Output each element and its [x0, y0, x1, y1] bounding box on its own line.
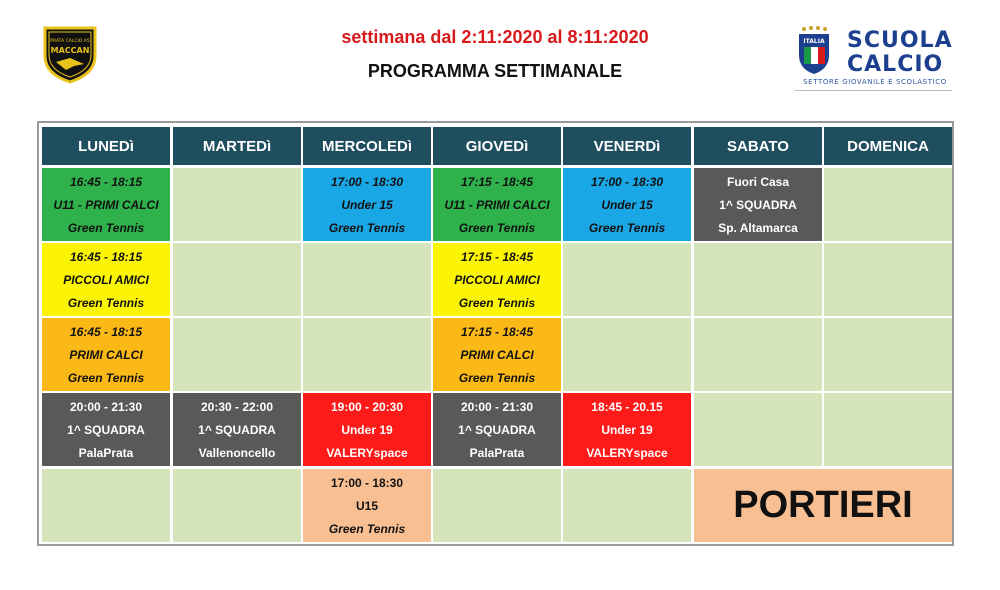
svg-text:PRATA CALCIO A5: PRATA CALCIO A5 [50, 39, 90, 44]
event-slot-lunedi [42, 168, 170, 241]
scuola-calcio-logo [795, 25, 955, 95]
day-header-lunedi: LUNEDì [42, 127, 170, 165]
figc-badge-icon [795, 25, 833, 75]
event-time: 19:00 - 20:30 [330, 399, 404, 414]
weekly-schedule [37, 121, 954, 546]
event-team: Under 19 [601, 422, 653, 437]
brand-scuola: SCUOLA [847, 28, 953, 53]
svg-text:ITALIA: ITALIA [803, 38, 825, 45]
event-slot-martedi [173, 393, 301, 466]
event-team: Under 15 [341, 197, 393, 212]
event-slot-giovedi [433, 318, 561, 391]
page-title: PROGRAMMA SETTIMANALE [367, 61, 623, 81]
empty-slot [173, 168, 301, 241]
event-time: 16:45 - 18:15 [69, 324, 143, 339]
week-range: settimana dal 2:11:2020 al 8:11:2020 [341, 27, 649, 47]
event-venue: Green Tennis [458, 295, 536, 310]
event-venue: Sp. Altamarca [718, 220, 798, 235]
brand-subtitle: SETTORE GIOVANILE E SCOLASTICO [803, 78, 947, 86]
event-slot-giovedi [433, 393, 561, 466]
empty-slot [824, 168, 952, 241]
empty-slot [563, 318, 691, 391]
event-venue: Green Tennis [588, 220, 666, 235]
event-team: PRIMI CALCI [69, 347, 143, 362]
empty-slot [303, 318, 431, 391]
event-slot-giovedi [433, 243, 561, 316]
day-header-giovedi: GIOVEDì [433, 127, 561, 165]
event-venue: VALERYspace [586, 445, 668, 460]
event-venue: Green Tennis [67, 370, 145, 385]
empty-slot [303, 243, 431, 316]
empty-slot [694, 243, 822, 316]
empty-slot [824, 393, 952, 466]
event-team: 1^ SQUADRA [198, 422, 276, 437]
day-header-martedi: MARTEDì [173, 127, 301, 165]
event-slot-venerdi [563, 393, 691, 466]
event-venue: Green Tennis [328, 521, 406, 536]
day-header-venerdi: VENERDì [563, 127, 691, 165]
event-team: Under 19 [341, 422, 393, 437]
header-divider [795, 90, 952, 91]
event-time: 17:15 - 18:45 [460, 174, 534, 189]
event-venue: Green Tennis [67, 295, 145, 310]
event-slot-mercoledi [303, 393, 431, 466]
event-slot-giovedi [433, 168, 561, 241]
brand-calcio: CALCIO [847, 52, 944, 77]
empty-slot [173, 469, 301, 542]
empty-slot [563, 243, 691, 316]
event-time: 17:00 - 18:30 [330, 174, 404, 189]
event-venue: Green Tennis [458, 220, 536, 235]
event-slot-mercoledi [303, 469, 431, 542]
event-venue: PalaPrata [78, 445, 134, 460]
event-time: 20:00 - 21:30 [460, 399, 534, 414]
portieri-block: PORTIERI [694, 469, 952, 542]
event-slot-venerdi [563, 168, 691, 241]
event-time: 16:45 - 18:15 [69, 174, 143, 189]
empty-slot [694, 318, 822, 391]
event-slot-sabato [694, 168, 822, 241]
event-venue: Green Tennis [67, 220, 145, 235]
empty-slot [173, 318, 301, 391]
event-team: PICCOLI AMICI [454, 272, 540, 287]
day-header-sabato: SABATO [694, 127, 822, 165]
event-team: PRIMI CALCI [460, 347, 534, 362]
day-header-mercoledi: MERCOLEDì [303, 127, 431, 165]
event-slot-mercoledi [303, 168, 431, 241]
event-slot-lunedi [42, 243, 170, 316]
event-venue: Green Tennis [328, 220, 406, 235]
event-team: U11 - PRIMI CALCI [444, 197, 550, 212]
event-time: 17:15 - 18:45 [460, 249, 534, 264]
club-logo [40, 22, 100, 84]
empty-slot [42, 469, 170, 542]
svg-text:MACCAN: MACCAN [50, 46, 90, 55]
event-team: U15 [355, 498, 378, 513]
event-slot-lunedi [42, 318, 170, 391]
event-time: 16:45 - 18:15 [69, 249, 143, 264]
event-team: Under 15 [601, 197, 653, 212]
empty-slot [433, 469, 561, 542]
event-venue: VALERYspace [326, 445, 408, 460]
event-time: 20:30 - 22:00 [200, 399, 274, 414]
event-team: 1^ SQUADRA [67, 422, 145, 437]
event-time: 18:45 - 20.15 [591, 399, 663, 414]
day-header-domenica: DOMENICA [824, 127, 952, 165]
event-time: 17:15 - 18:45 [460, 324, 534, 339]
empty-slot [694, 393, 822, 466]
event-venue: Green Tennis [458, 370, 536, 385]
empty-slot [173, 243, 301, 316]
empty-slot [824, 318, 952, 391]
event-team: U11 - PRIMI CALCI [53, 197, 159, 212]
event-venue: PalaPrata [469, 445, 525, 460]
empty-slot [563, 469, 691, 542]
event-time: Fuori Casa [726, 174, 789, 189]
event-slot-lunedi [42, 393, 170, 466]
event-team: 1^ SQUADRA [719, 197, 797, 212]
event-time: 17:00 - 18:30 [590, 174, 664, 189]
event-time: 20:00 - 21:30 [69, 399, 143, 414]
event-team: 1^ SQUADRA [458, 422, 536, 437]
empty-slot [824, 243, 952, 316]
event-team: PICCOLI AMICI [63, 272, 149, 287]
event-time: 17:00 - 18:30 [330, 475, 404, 490]
event-venue: Vallenoncello [198, 445, 276, 460]
